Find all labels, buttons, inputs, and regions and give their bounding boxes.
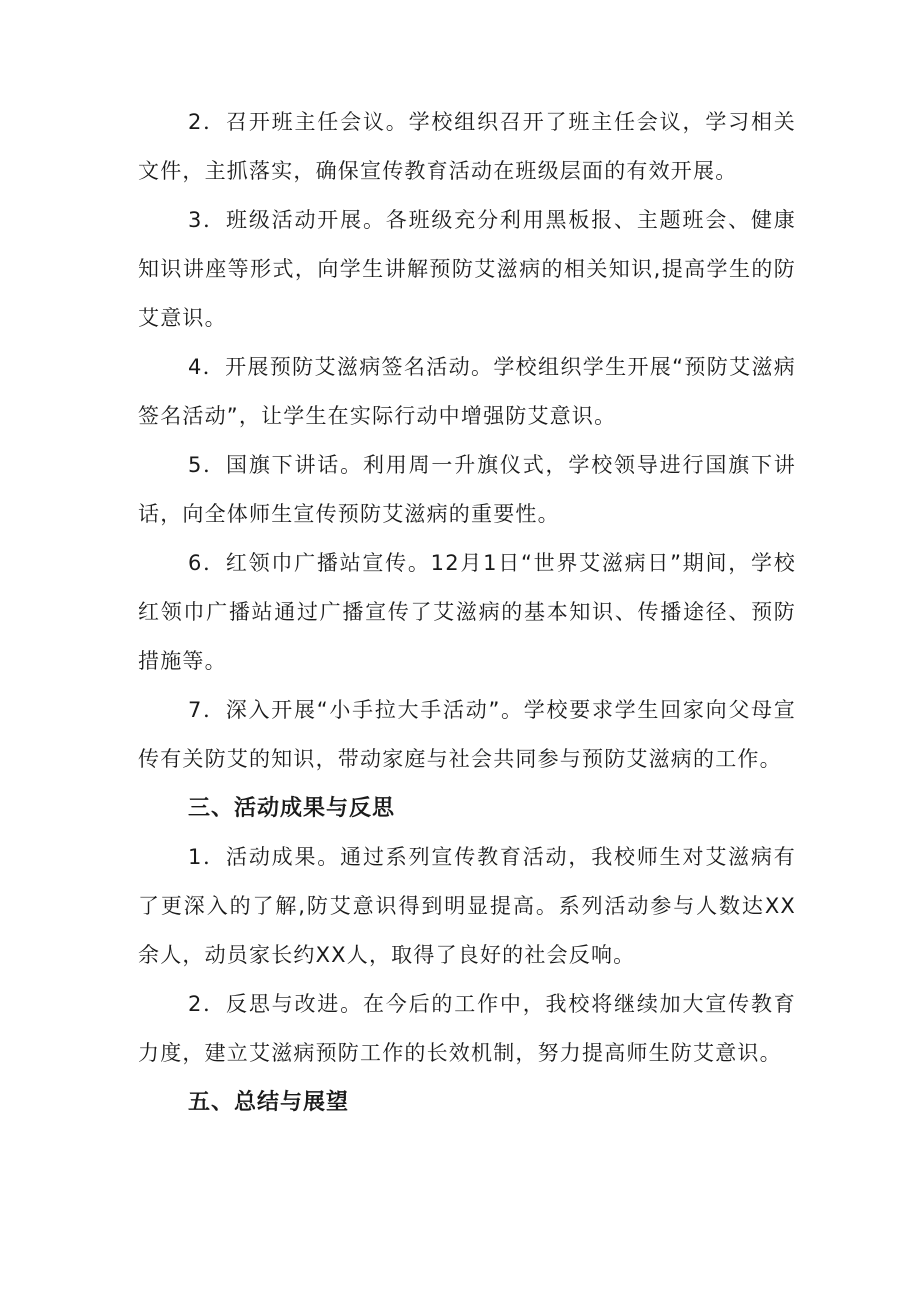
paragraph-item-2 xyxy=(138,98,796,196)
item-text: ．召开班主任会议。学校组织召开了班主任会议，学习相关文件，主抓落实，确保宣传教育活动在班级层面的有效开展。 xyxy=(138,110,796,183)
item-number: 6 xyxy=(188,551,203,575)
section-heading-summary: 五、总结与展望 xyxy=(188,1090,350,1115)
item-number: 2 xyxy=(188,110,203,134)
item-number: 2 xyxy=(188,992,203,1016)
item-text: ．反思与改进。在今后的工作中，我校将继续加大宣传教育力度，建立艾滋病预防工作的长效机制，努力提高师生防艾意识。 xyxy=(138,992,796,1065)
paragraph-item-3 xyxy=(138,196,796,343)
paragraph-item-7 xyxy=(138,686,796,784)
item-number: 1 xyxy=(188,845,203,869)
item-text: ．班级活动开展。各班级充分利用黑板报、主题班会、健康知识讲座等形式，向学生讲解预防艾滋病的相关知识,提高学生的防艾意识。 xyxy=(138,208,796,330)
item-text: ．红领巾广播站宣传。12月1日“世界艾滋病日”期间，学校红领巾广播站通过广播宣传了艾滋病的基本知识、传播途径、预防措施等。 xyxy=(138,551,796,673)
item-number: 4 xyxy=(188,355,203,379)
item-text: ．国旗下讲话。利用周一升旗仪式，学校领导进行国旗下讲话，向全体师生宣传预防艾滋病的重要性。 xyxy=(138,453,796,526)
paragraph-item-6 xyxy=(138,539,796,686)
results-item-1 xyxy=(138,833,796,980)
document-body xyxy=(138,98,796,1127)
item-number: 7 xyxy=(188,698,203,722)
paragraph-item-5 xyxy=(138,441,796,539)
results-item-2 xyxy=(138,980,796,1078)
item-number: 3 xyxy=(188,208,203,232)
item-text: ．深入开展“小手拉大手活动”。学校要求学生回家向父母宣传有关防艾的知识，带动家庭与社会共同参与预防艾滋病的工作。 xyxy=(138,698,796,771)
paragraph-item-4 xyxy=(138,343,796,441)
item-text: ．活动成果。通过系列宣传教育活动，我校师生对艾滋病有了更深入的了解,防艾意识得到明显提高。系列活动参与人数达XX余人，动员家长约XX人，取得了良好的社会反响。 xyxy=(138,845,796,967)
item-text: ．开展预防艾滋病签名活动。学校组织学生开展“预防艾滋病签名活动”，让学生在实际行动中增强防艾意识。 xyxy=(138,355,796,428)
item-number: 5 xyxy=(188,453,203,477)
section-heading-results: 三、活动成果与反思 xyxy=(188,796,396,821)
